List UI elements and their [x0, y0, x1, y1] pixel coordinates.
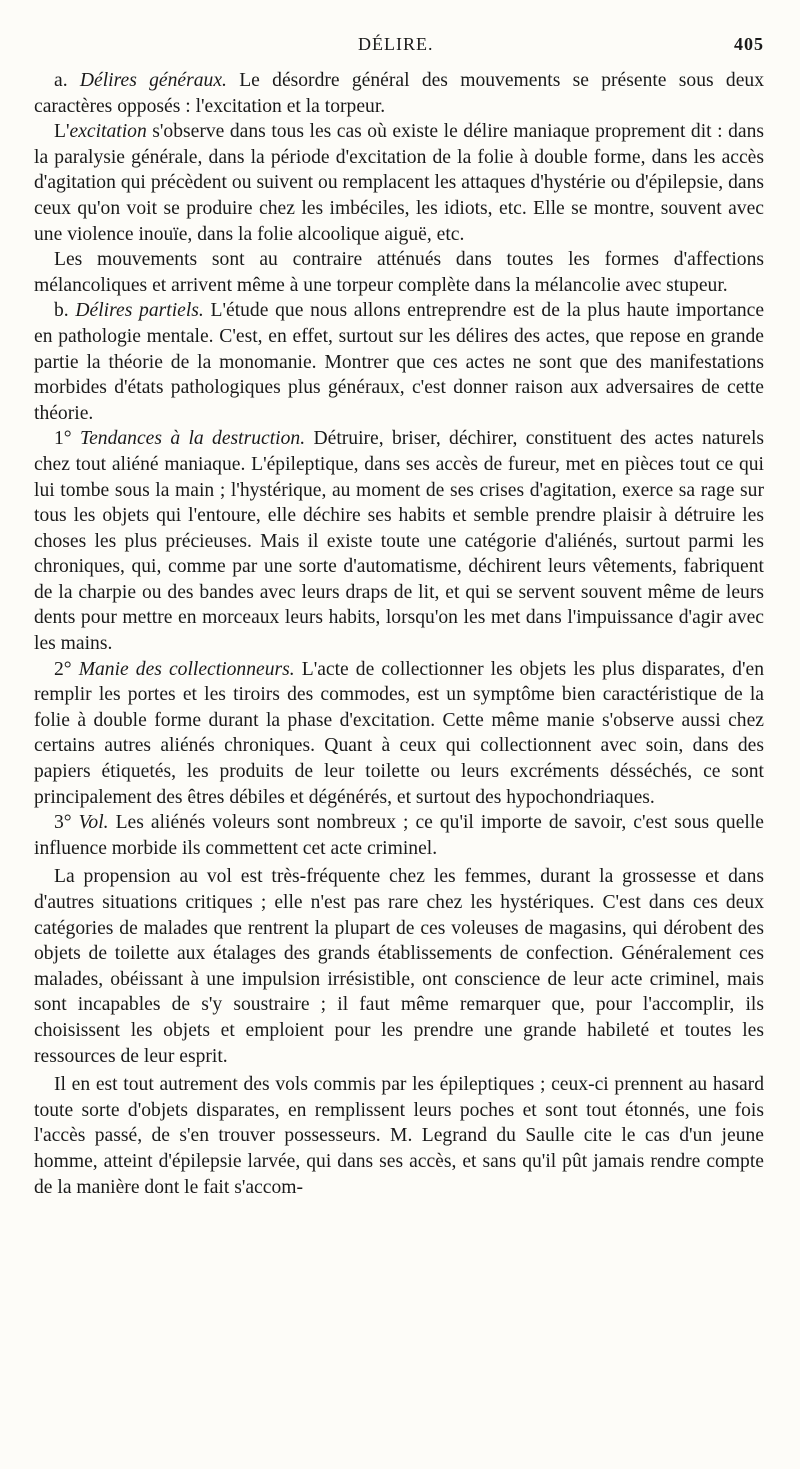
paragraph: La propension au vol est très-fréquente chez les femmes, durant la grossesse et dans d'autres situations critiques ; elle n'est pas rare chez les hystériques. C'est dans ces deux catégories de malades que rentrent la plupart de ces voleuses de magasins, qui dérobent des objets de toilette aux étalages des grands établissements de confection. Généralement ces malades, obéissant à une impulsion irrésistible, ont conscience de leur acte criminel, mais sont incapables de s'y soustraire ; il faut même remarquer que, pour l'accomplir, ils choisissent les objets et emploient pour les prendre une grande habileté et toutes les ressources de leur esprit.: [34, 866, 764, 1067]
section-term: Vol.: [78, 812, 109, 834]
paragraph: 1° Tendances à la destruction. Détruire, briser, déchirer, constituent des actes naturels chez tout aliéné maniaque. L'épileptique, dans ses accès de fureur, met en pièces tout ce qui lui tombe sous la main ; l'hystérique, au moment de ses crises d'agitation, exerce sa rage sur tous les objets qui l'entoure, elle déchire ses habits et semble prendre plaisir à détruire les choses les plus précieuses. Mais il existe toute une catégorie d'aliénés, surtout parmi les chroniques, qui, comme par une sorte d'automatisme, déchirent leurs vêtements, fabriquent de la charpie ou des bandes avec leurs draps de lit, et qui se servent souvent même de leurs dents pour mettre en morceaux leurs habits, lorsqu'on les met dans l'impuissance d'agir avec les mains.: [34, 428, 765, 655]
section-term: Tendances à la destruction.: [79, 428, 306, 450]
paragraph: a. Délires généraux. Le désordre général des mouvements se présente sous deux caractères opposés : l'excitation et la torpeur.: [34, 70, 764, 117]
section-term: Manie des collectionneurs.: [78, 658, 295, 680]
paragraph: b. Délires partiels. L'étude que nous allons entreprendre est de la plus haute importance en pathologie mentale. C'est, en effet, surtout sur les délires des actes, que repose en grande partie la théorie de la monomanie. Montrer que ces actes ne sont que des manifestations morbides d'états pathologiques plus généraux, c'est donner raison aux adversaires de cette théorie.: [34, 300, 765, 424]
paragraph: Il en est tout autrement des vols commis par les épileptiques ; ceux-ci prennent au hasard toute sorte d'objets disparates, en remplissent leurs poches et sont tout étonnés, une fois l'accès passé, de s'en trouver possesseurs. M. Legrand du Saulle cite le cas d'un jeune homme, atteint d'épilepsie larvée, qui dans ses accès, et sans qu'il pût jamais rendre compte de la manière dont le fait s'accom-: [34, 1074, 764, 1198]
paragraph: L'excitation s'observe dans tous les cas où existe le délire maniaque proprement dit : dans la paralysie générale, dans la période d'excitation de la folie à double forme, dans les accès d'agitation qui précèdent ou suivent ou remplacent les attaques d'hystérie ou d'épilepsie, dans ceux qu'on voit se produire chez les imbéciles, les idiots, etc. Elle se montre, souvent avec une violence inouïe, dans la folie alcoolique aiguë, etc.: [34, 121, 764, 245]
body-text: [34, 68, 764, 1200]
paragraph: 3° Vol. Les aliénés voleurs sont nombreux ; ce qu'il importe de savoir, c'est sous quelle influence morbide ils commettent cet acte criminel.: [34, 812, 765, 859]
paragraph: Les mouvements sont au contraire atténués dans toutes les formes d'affections mélancoliques et arrivent même à une torpeur complète dans la mélancolie avec stupeur.: [34, 249, 764, 296]
section-term: excitation: [69, 121, 147, 143]
page-number: 405: [734, 34, 764, 54]
chapter-title: DÉLIRE.: [358, 34, 434, 54]
paragraph: 2° Manie des collectionneurs. L'acte de collectionner les objets les plus disparates, d'en remplir les portes et les tiroirs des commodes, est un symptôme bien caractéristique de la folie à double forme durant la phase d'excitation. Cette même manie s'observe aussi chez certains autres aliénés chroniques. Quant à ceux qui collectionnent avec soin, dans des papiers étiquetés, les produits de leur toilette ou leurs excréments désséchés, ce sont principalement des êtres débiles et dégénérés, et surtout des hypochondriaques.: [34, 658, 765, 808]
running-header: [0, 34, 800, 58]
section-term: Délires généraux.: [79, 70, 227, 91]
section-term: Délires partiels.: [75, 300, 204, 322]
